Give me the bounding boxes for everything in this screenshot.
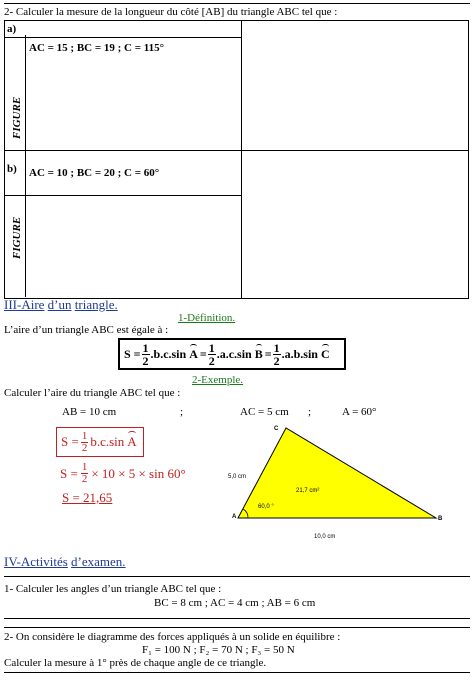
exercise-table (4, 20, 469, 299)
formula-frac1-num: 1 (142, 340, 149, 355)
formula-angle-a: A (189, 346, 198, 361)
case-b-figure-label: FIGURE (11, 216, 23, 259)
formula-frac3-num: 1 (273, 340, 280, 355)
calc-result: S = 21,65 (62, 490, 113, 505)
formula-s: S = (124, 346, 141, 361)
q2-line2: F₁ = 100 N ; F₂ = 70 N ; F₃ = 50 N (142, 644, 295, 656)
vertex-c: C (274, 426, 279, 432)
example-sep2: ; (308, 406, 312, 418)
q1-bottom-rule (4, 618, 470, 619)
section-3-heading-a: III-Aire (4, 297, 45, 312)
vertex-a: A (232, 514, 237, 520)
q2-line1: 2- On considère le diagramme des forces appliqués à un solide en équilibre : (4, 631, 341, 643)
formula-frac2-den: 2 (208, 353, 215, 368)
top-rule (4, 3, 470, 4)
formula-part1: .b.c.sin (150, 346, 187, 361)
formula-angle-b: B (254, 346, 263, 361)
q2-bottom-rule (4, 672, 470, 673)
calc-frac2-num: 1 (81, 461, 88, 473)
calc-frac1-num: 1 (81, 429, 88, 442)
case-a-divider (5, 37, 241, 38)
area-formula-box (118, 338, 346, 370)
calc-line2 (60, 462, 186, 485)
section-4-heading (4, 554, 126, 570)
case-b-divider (5, 195, 241, 196)
example-sep1: ; (180, 406, 184, 418)
formula-frac3-den: 2 (273, 353, 280, 368)
section-4-heading-b: d’examen. (71, 554, 126, 569)
example-angle: A = 60° (342, 406, 377, 418)
formula-eq2: = (264, 346, 272, 361)
formula-frac2-num: 1 (208, 340, 215, 355)
area-label: 21,7 cm² (296, 488, 320, 494)
calc-frac1-den: 2 (81, 441, 88, 454)
section-3-heading-b: d’un (47, 297, 72, 312)
case-b-given: AC = 10 ; BC = 20 ; C = 60° (29, 167, 160, 179)
vertex-b: B (438, 516, 443, 522)
example-text: Calculer l’aire du triangle ABC tel que : (4, 387, 181, 399)
case-a-answer[interactable] (242, 21, 469, 151)
case-b-cell (5, 151, 242, 299)
calc-formula-box (56, 427, 144, 457)
calc-s2: S = (60, 465, 78, 481)
section-3-heading-c: triangle. (74, 297, 118, 312)
calc-line1-rest: b.c.sin (90, 434, 125, 449)
case-b-answer[interactable] (242, 151, 469, 299)
exercise-2-title: 2- Calculer la mesure de la longueur du côté [AB] du triangle ABC tel que : (4, 6, 338, 18)
q2-top-rule (4, 627, 470, 628)
calc-line2-rest: × 10 × 5 × sin 60° (91, 465, 186, 481)
q1-top-rule (4, 576, 470, 577)
formula-part3: .a.b.sin (281, 346, 318, 361)
definition-label: 1-Définition. (178, 312, 236, 324)
formula-frac1-den: 2 (142, 353, 149, 368)
q1-line1: 1- Calculer les angles d’un triangle ABC tel que : (4, 583, 222, 595)
calc-angle-a: A (127, 434, 137, 449)
calc-frac2-den: 2 (81, 473, 88, 485)
section-3-heading (4, 297, 118, 313)
example-ac: AC = 5 cm (240, 406, 289, 418)
definition-text: L’aire d’un triangle ABC est égale à : (4, 324, 169, 336)
triangle-figure (226, 420, 466, 546)
formula-eq1: = (199, 346, 207, 361)
case-a-figure-label: FIGURE (11, 96, 23, 139)
side-ac-label: 5,0 cm (228, 474, 247, 480)
section-4-heading-a: IV-Activités (4, 554, 68, 569)
example-label: 2-Exemple. (192, 374, 244, 386)
calc-s1: S = (61, 434, 79, 449)
formula-part2: .a.c.sin (216, 346, 252, 361)
angle-label: 60,0 ° (258, 504, 274, 510)
q1-line2: BC = 8 cm ; AC = 4 cm ; AB = 6 cm (154, 597, 316, 609)
case-a-given: AC = 15 ; BC = 19 ; C = 115° (29, 42, 165, 54)
q2-line3: Calculer la mesure à 1° près de chaque angle de ce triangle. (4, 657, 267, 669)
case-a-cell (5, 21, 242, 151)
formula-angle-c: C (320, 346, 330, 361)
case-a-label: a) (7, 23, 17, 35)
example-ab: AB = 10 cm (62, 406, 117, 418)
case-b-label: b) (7, 163, 17, 175)
side-ab-label: 10,0 cm (314, 534, 336, 540)
